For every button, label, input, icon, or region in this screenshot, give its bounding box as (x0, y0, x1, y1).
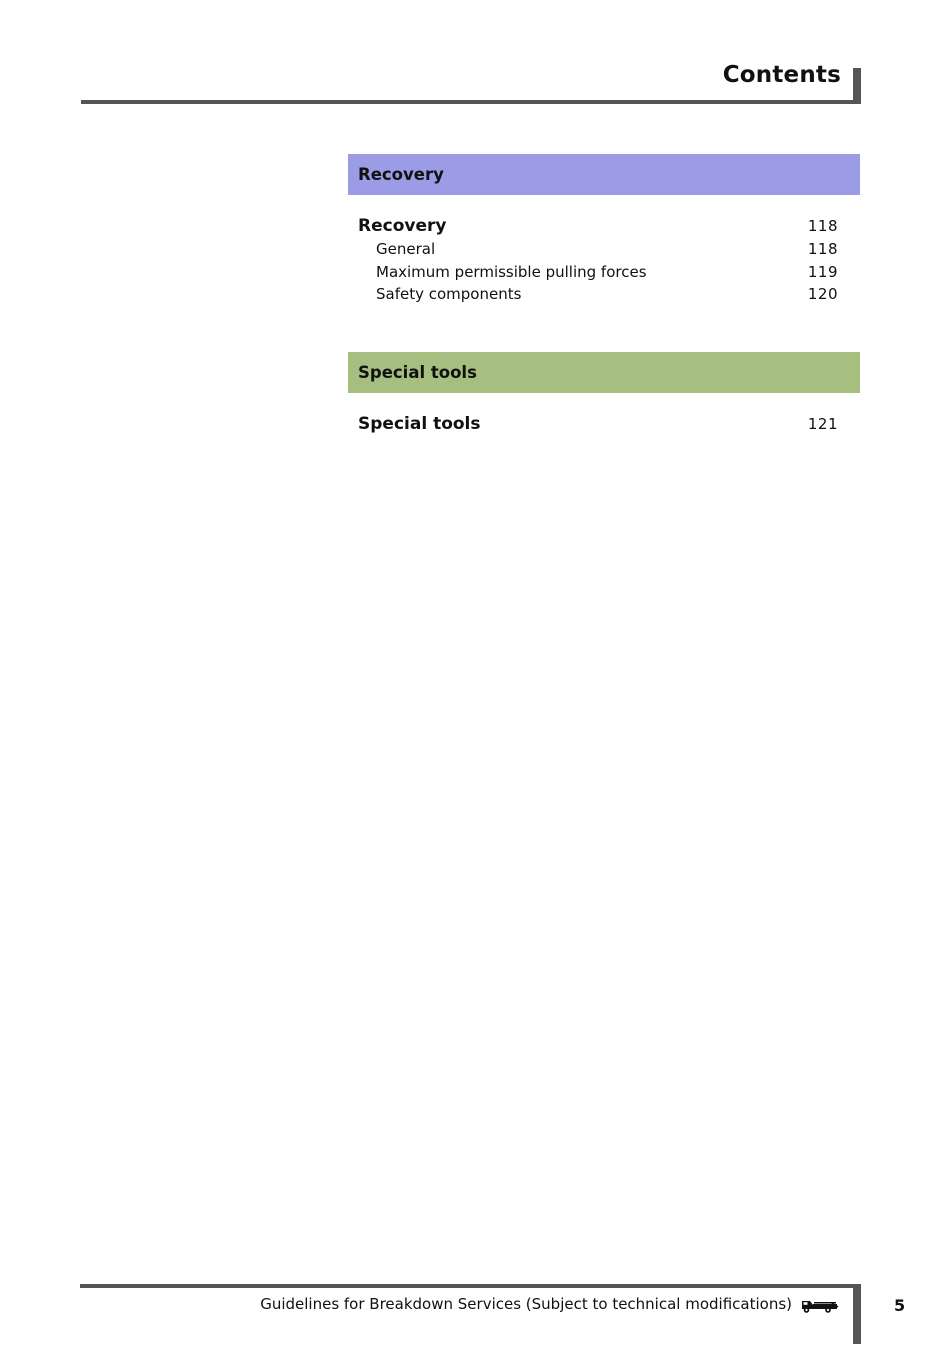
toc-entry-page: 120 (807, 285, 838, 303)
toc-entry-page: 118 (807, 217, 838, 235)
footer-tab-marker (853, 1284, 861, 1344)
page-number: 5 (894, 1296, 906, 1315)
footer-rule (80, 1284, 861, 1288)
toc-entry-label: Safety components (376, 285, 522, 303)
toc-entry-safety-components[interactable] (358, 285, 838, 307)
footer-text: Guidelines for Breakdown Services (Subject to technical modifications) (260, 1295, 792, 1313)
toc-entry-maximum-pulling-forces[interactable] (358, 263, 838, 285)
page-title: Contents (722, 62, 841, 88)
header-tab-marker (853, 68, 861, 104)
section-heading-special-tools: Special tools (348, 352, 860, 393)
toc-entry-recovery[interactable] (358, 216, 838, 238)
toc-entry-page: 119 (807, 263, 838, 281)
toc-entry-special-tools[interactable] (358, 414, 838, 436)
toc-entry-page: 121 (807, 415, 838, 433)
toc-entry-label: General (376, 240, 436, 258)
section-heading-recovery: Recovery (348, 154, 860, 195)
header-rule (81, 100, 861, 104)
toc-entry-page: 118 (807, 240, 838, 258)
toc-entry-label: Special tools (358, 414, 481, 434)
toc-entry-label: Maximum permissible pulling forces (376, 263, 647, 281)
toc-entry-general[interactable] (358, 240, 838, 262)
toc-entry-label: Recovery (358, 216, 447, 236)
tow-truck-icon (801, 1298, 839, 1314)
